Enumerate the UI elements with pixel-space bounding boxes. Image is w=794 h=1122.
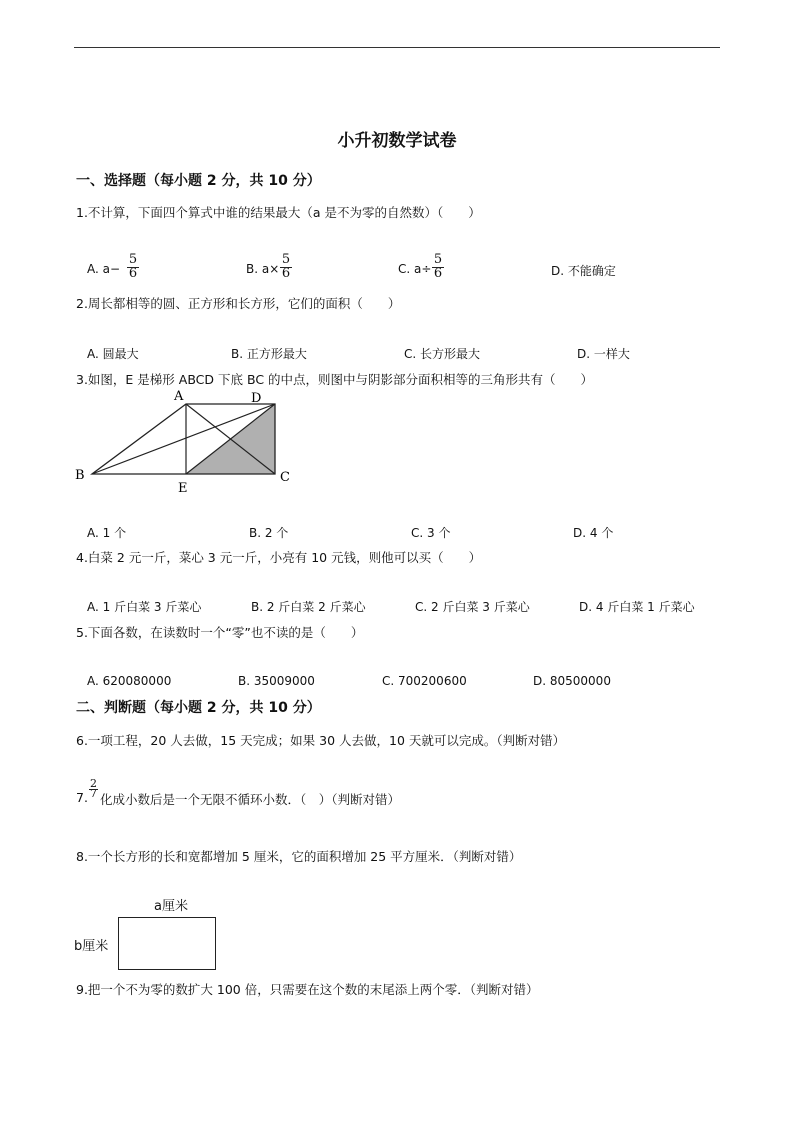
fraction-numerator: 2 [90, 777, 97, 790]
q4-option-d: D. 4 斤白菜 1 斤菜心 [579, 600, 695, 614]
fraction-denominator: 7 [90, 787, 97, 800]
fraction-numerator: 5 [128, 252, 138, 267]
q1-option-c [398, 262, 431, 276]
question-6-text: 6.一项工程，20 人去做，15 天完成；如果 30 人去做，10 天就可以完成。（判断对错） [76, 733, 566, 748]
label-b: B [75, 468, 85, 483]
header-rule [74, 47, 720, 48]
q2-option-d: D. 一样大 [577, 347, 630, 361]
fraction-numerator: 5 [433, 252, 443, 267]
label-c: C [280, 470, 290, 485]
question-7-text: 化成小数后是一个无限不循环小数．（ ）（判断对错） [100, 792, 401, 807]
q2-option-a: A. 圆最大 [87, 347, 139, 361]
q5-option-b: B. 35009000 [238, 674, 315, 688]
q2-option-c: C. 长方形最大 [404, 347, 481, 361]
q1-option-c-fraction [432, 253, 444, 281]
q1-option-a-prefix: A. a− [87, 262, 121, 276]
q1-option-a-fraction [127, 253, 139, 281]
question-7-prefix: 7. [76, 790, 88, 805]
q1-option-c-prefix: C. a÷ [398, 262, 432, 276]
section-1-heading: 一、选择题（每小题 2 分，共 10 分） [76, 173, 321, 189]
q2-option-b: B. 正方形最大 [231, 347, 307, 361]
fraction-denominator: 6 [433, 266, 443, 281]
q1-option-b [246, 262, 279, 276]
q5-option-d: D. 80500000 [533, 674, 611, 688]
question-8-text: 8.一个长方形的长和宽都增加 5 厘米，它的面积增加 25 平方厘米．（判断对错） [76, 849, 522, 864]
rectangle-figure [118, 917, 216, 970]
q5-option-c: C. 700200600 [382, 674, 467, 688]
q7-fraction [89, 779, 98, 799]
q1-option-d: D. 不能确定 [551, 264, 616, 278]
rect-width-label: b厘米 [74, 939, 109, 954]
q4-option-b: B. 2 斤白菜 2 斤菜心 [251, 600, 366, 614]
q3-option-a: A. 1 个 [87, 526, 127, 540]
question-2-text: 2.周长都相等的圆、正方形和长方形，它们的面积（ ） [76, 296, 401, 311]
rect-length-label: a厘米 [154, 899, 188, 914]
q1-option-a [87, 262, 120, 276]
fraction-denominator: 6 [128, 266, 138, 281]
label-e: E [178, 481, 188, 496]
q1-option-b-prefix: B. a× [246, 262, 280, 276]
question-3-text: 3.如图，E 是梯形 ABCD 下底 BC 的中点，则图中与阴影部分面积相等的三角形共有（ ） [76, 372, 594, 387]
q3-option-b: B. 2 个 [249, 526, 289, 540]
question-9-text: 9.把一个不为零的数扩大 100 倍，只需要在这个数的末尾添上两个零．（判断对错） [76, 982, 539, 997]
question-5-text: 5.下面各数，在读数时一个“零”也不读的是（ ） [76, 625, 364, 640]
page-title: 小升初数学试卷 [337, 131, 457, 151]
section-2-heading: 二、判断题（每小题 2 分，共 10 分） [76, 700, 321, 716]
q4-option-a: A. 1 斤白菜 3 斤菜心 [87, 600, 202, 614]
fraction-denominator: 6 [281, 266, 291, 281]
q1-option-b-fraction [280, 253, 292, 281]
label-d: D [251, 391, 262, 406]
trapezoid-figure [70, 384, 300, 496]
label-a: A [174, 389, 184, 404]
question-1-text: 1.不计算，下面四个算式中谁的结果最大（a 是不为零的自然数）（ ） [76, 205, 481, 220]
q3-option-c: C. 3 个 [411, 526, 451, 540]
q3-option-d: D. 4 个 [573, 526, 614, 540]
q5-option-a: A. 620080000 [87, 674, 172, 688]
question-4-text: 4.白菜 2 元一斤，菜心 3 元一斤，小亮有 10 元钱，则他可以买（ ） [76, 550, 482, 565]
q4-option-c: C. 2 斤白菜 3 斤菜心 [415, 600, 530, 614]
fraction-numerator: 5 [281, 252, 291, 267]
